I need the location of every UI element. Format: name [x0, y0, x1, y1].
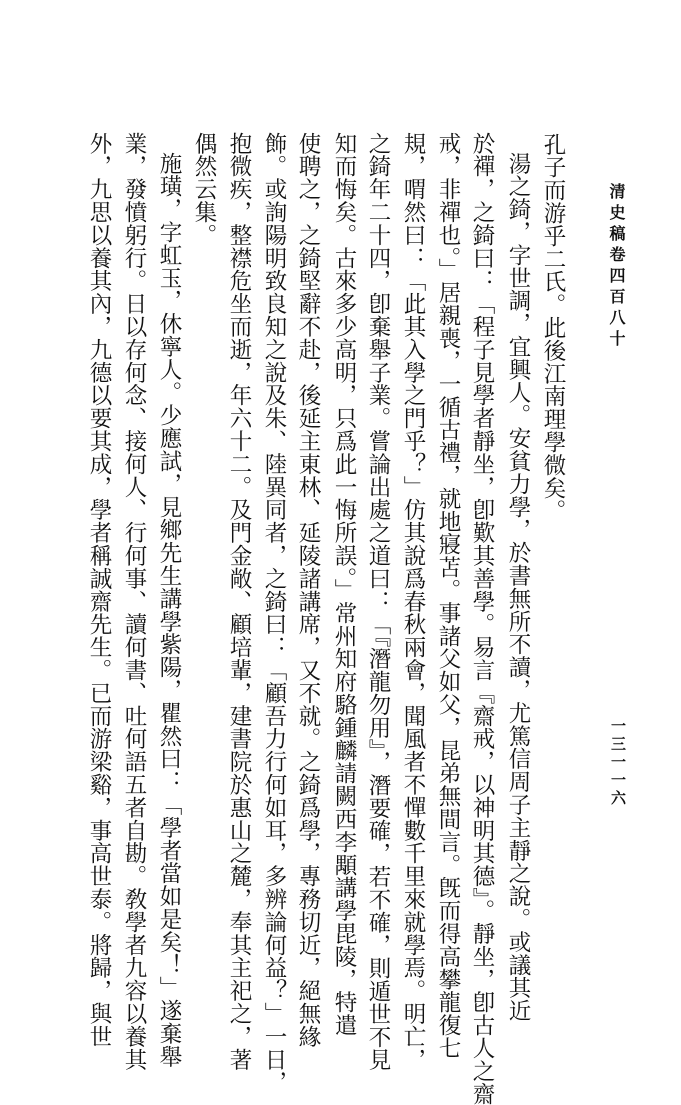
- text-column-6: 之錡年二十四，卽棄舉子業。嘗論出處之道曰：「『潛龍勿用』，潛要確，若不確，則遁世不見: [365, 132, 391, 1072]
- text-column-12: 施璜，字虹玉，休寧人。少應試，見鄉先生講學紫陽，瞿然曰：「學者當如是矣！」遂棄舉: [156, 152, 182, 1068]
- text-column-3: 於禪，之錡曰：「程子見學者靜坐，卽歎其善學。易言『齋戒，以神明其德』。靜坐，卽古人之齋: [469, 132, 495, 1105]
- text-column-4: 戒，非禪也。」居親喪，一循古禮，就地寢苫。事諸父如父，昆弟無間言。旣而得高攀龍復七: [435, 132, 461, 1060]
- text-column-2: 湯之錡，字世調，宜興人。安貧力學，於書無所不讀，尤篤信周子主靜之說。或議其近: [505, 152, 531, 1023]
- text-column-5: 規，喟然曰：「此其入學之門乎？」仿其說爲春秋兩會，聞風者不憚數千里來就學焉。明亡，: [400, 132, 426, 1071]
- text-column-14: 外，九思以養其內，九德以要其成，學者稱誠齋先生。已而游梁谿，事高世泰。將歸，與世: [86, 132, 112, 1048]
- page-number: 一三一一六: [609, 718, 627, 808]
- book-title-header: 清史稿卷四百八十: [607, 183, 626, 351]
- text-column-1: 孔子而游乎二氏。此後江南理學微矣。: [540, 133, 566, 523]
- text-column-8: 使聘之，之錡堅辭不赴，後延主東林、延陵諸講席，又不就。之錡爲學，專務切近，絕無緣: [295, 132, 321, 1048]
- text-column-11: 偶然云集。: [191, 132, 217, 247]
- text-column-10: 抱微疾，整襟危坐而逝，年六十二。及門金敞、顧培輩，建書院於惠山之麓，奉其主祀之，著: [226, 132, 252, 1071]
- text-column-13: 業，發憤躬行。日以存何念、接何人、行何事、讀何書、吐何語五者自勘。敎學者九容以養其: [121, 132, 147, 1071]
- text-column-9: 飾。或詢陽明致良知之說及朱、陸異同者，之錡曰：「顧吾力行何如耳，多辨論何益？」一日，: [261, 132, 287, 1094]
- text-column-7: 知而悔矣。古來多少高明，只爲此一悔所誤。」常州知府駱鍾麟請闕西李顒講學毘陵，特遣: [331, 132, 357, 1037]
